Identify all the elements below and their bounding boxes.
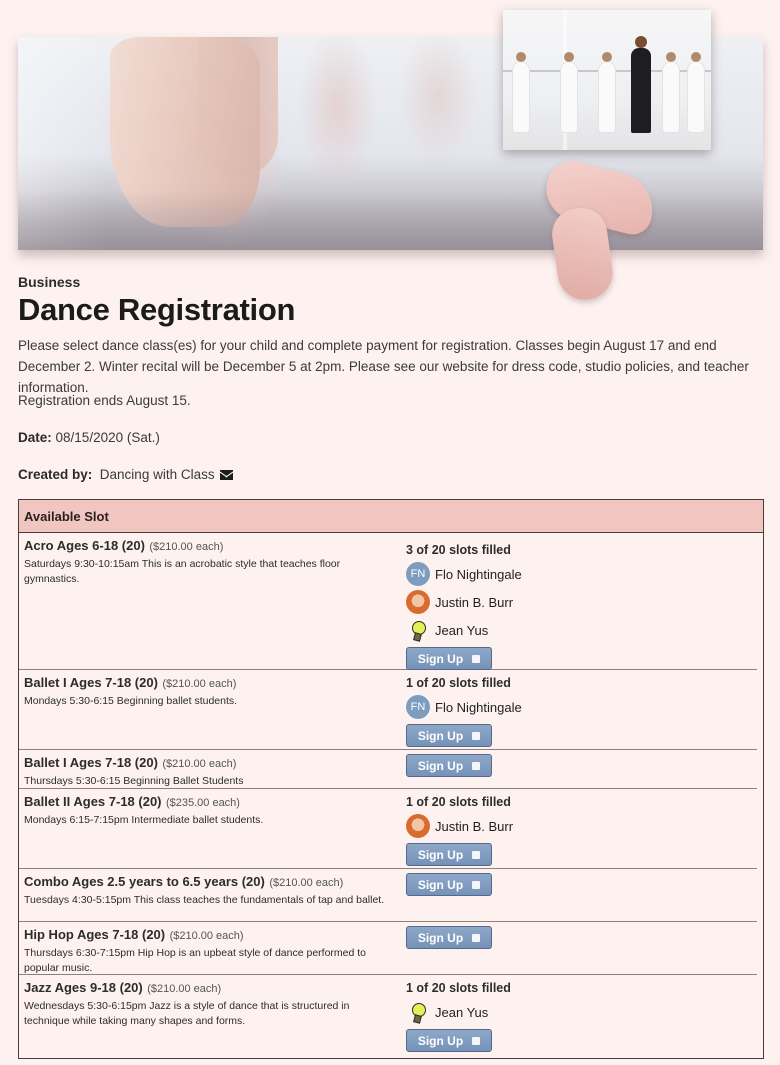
person-name: Flo Nightingale: [435, 566, 522, 582]
slot-info: [19, 975, 401, 1065]
table-row: [19, 869, 757, 922]
slot-description: Wednesdays 5:30-6:15pm Jazz is a style of dance that is structured in technique while taking many shapes and forms.: [24, 1000, 350, 1027]
dancer-figure: [688, 62, 704, 132]
lightbulb-icon: [406, 618, 430, 642]
sign-up-label: Sign Up: [417, 877, 464, 892]
slot-signups: [401, 789, 757, 868]
slot-price: ($210.00 each): [147, 983, 222, 995]
created-by-value: Dancing with Class: [99, 467, 215, 482]
person-name: Jean Yus: [435, 622, 489, 638]
table-row: [19, 922, 757, 975]
dancer-figure: [663, 62, 679, 132]
slot-signups: [401, 533, 757, 669]
slot-info: [19, 869, 401, 921]
sign-up-label: Sign Up: [417, 728, 464, 743]
slot-description: Mondays 6:15-7:15pm Intermediate ballet students.: [24, 814, 264, 826]
lightbulb-icon: [406, 1000, 430, 1024]
created-by-label: Created by:: [18, 467, 93, 482]
signup-person: [406, 616, 752, 644]
checkbox-icon: [472, 1037, 480, 1045]
slot-signups: [401, 869, 757, 921]
registration-note: Registration ends August 15.: [18, 393, 191, 408]
envelope-icon[interactable]: [220, 470, 233, 480]
checkbox-icon: [472, 655, 480, 663]
slots-filled: 1 of 20 slots filled: [406, 795, 511, 809]
signup-person: [406, 812, 752, 840]
slot-description: Mondays 5:30-6:15 Beginning ballet students.: [24, 695, 238, 707]
dancer-figure: [561, 62, 577, 132]
table-row: [19, 750, 757, 789]
signup-person: [406, 998, 752, 1026]
slot-description: Thursdays 5:30-6:15 Beginning Ballet Students: [24, 775, 244, 787]
signup-person: [406, 693, 752, 721]
person-name: Justin B. Burr: [435, 594, 514, 610]
slot-name: Acro Ages 6-18 (20): [24, 538, 145, 553]
slot-name: Ballet I Ages 7-18 (20): [24, 755, 158, 770]
signup-person: [406, 588, 752, 616]
slot-name: Hip Hop Ages 7-18 (20): [24, 927, 166, 942]
slot-name: Combo Ages 2.5 years to 6.5 years (20): [24, 874, 265, 889]
ballet-class-photo: [503, 10, 711, 150]
slots-filled: 1 of 20 slots filled: [406, 981, 511, 995]
sign-up-label: Sign Up: [417, 758, 464, 773]
table-row: [19, 533, 757, 670]
avatar-photo-icon: [406, 814, 430, 838]
slot-signups: [401, 975, 757, 1065]
sign-up-label: Sign Up: [417, 651, 464, 666]
avatar-photo-icon: [406, 590, 430, 614]
slot-name: Jazz Ages 9-18 (20): [24, 980, 143, 995]
slot-info: [19, 750, 401, 788]
teacher-figure: [631, 48, 651, 133]
avatar-initials-icon: FN: [406, 695, 430, 719]
sign-up-label: Sign Up: [417, 847, 464, 862]
sign-up-label: Sign Up: [417, 930, 464, 945]
slots-table: [18, 499, 764, 1059]
category-label: Business: [18, 274, 81, 290]
sign-up-button[interactable]: [406, 1029, 492, 1052]
slot-price: ($210.00 each): [269, 877, 344, 889]
sign-up-button[interactable]: [406, 754, 492, 777]
date-value: 08/15/2020 (Sat.): [55, 430, 160, 445]
sign-up-button[interactable]: [406, 724, 492, 747]
table-row: [19, 789, 757, 869]
slot-info: [19, 789, 401, 868]
signup-person: [406, 560, 752, 588]
slots-filled: 3 of 20 slots filled: [406, 543, 511, 557]
dancer-figure: [599, 62, 615, 132]
checkbox-icon: [472, 762, 480, 770]
page-description: Please select dance class(es) for your child and complete payment for registration. Classes begin August 17 and end December 2. Winter recital will be December 5 at 2pm. Please see our website for dress code, studio policies, and teacher information.: [18, 338, 749, 395]
created-by-line: [18, 467, 233, 482]
slot-name: Ballet I Ages 7-18 (20): [24, 675, 158, 690]
slot-signups: [401, 670, 757, 749]
sign-up-button[interactable]: [406, 843, 492, 866]
table-header: Available Slot: [19, 500, 763, 533]
slot-description: Thursdays 6:30-7:15pm Hip Hop is an upbeat style of dance performed to popular music.: [24, 947, 367, 974]
page-title: Dance Registration: [18, 292, 296, 327]
slot-price: ($210.00 each): [149, 541, 224, 553]
dancer-figure: [513, 62, 529, 132]
slot-price: ($210.00 each): [162, 758, 237, 770]
person-name: Flo Nightingale: [435, 699, 522, 715]
table-row: [19, 975, 757, 1065]
date-label: Date:: [18, 430, 52, 445]
checkbox-icon: [472, 881, 480, 889]
person-name: Jean Yus: [435, 1004, 489, 1020]
slot-info: [19, 670, 401, 749]
slot-price: ($210.00 each): [162, 678, 237, 690]
slot-price: ($210.00 each): [169, 930, 244, 942]
slot-price: ($235.00 each): [165, 797, 240, 809]
person-name: Justin B. Burr: [435, 818, 514, 834]
sign-up-button[interactable]: [406, 926, 492, 949]
checkbox-icon: [472, 732, 480, 740]
slot-description: Saturdays 9:30-10:15am This is an acrobatic style that teaches floor gymnastics.: [24, 558, 341, 585]
date-line: [18, 430, 160, 445]
slot-signups: [401, 750, 757, 788]
slot-info: [19, 922, 401, 974]
sign-up-label: Sign Up: [417, 1033, 464, 1048]
checkbox-icon: [472, 851, 480, 859]
slot-info: [19, 533, 401, 669]
avatar-initials-icon: FN: [406, 562, 430, 586]
sign-up-button[interactable]: [406, 873, 492, 896]
slot-name: Ballet II Ages 7-18 (20): [24, 794, 162, 809]
slot-signups: [401, 922, 757, 974]
table-row: [19, 670, 757, 750]
ballet-slippers-image: [545, 168, 683, 300]
sign-up-button[interactable]: [406, 647, 492, 670]
slot-description: Tuesdays 4:30-5:15pm This class teaches the fundamentals of tap and ballet.: [24, 894, 385, 906]
slots-filled: 1 of 20 slots filled: [406, 676, 511, 690]
checkbox-icon: [472, 934, 480, 942]
